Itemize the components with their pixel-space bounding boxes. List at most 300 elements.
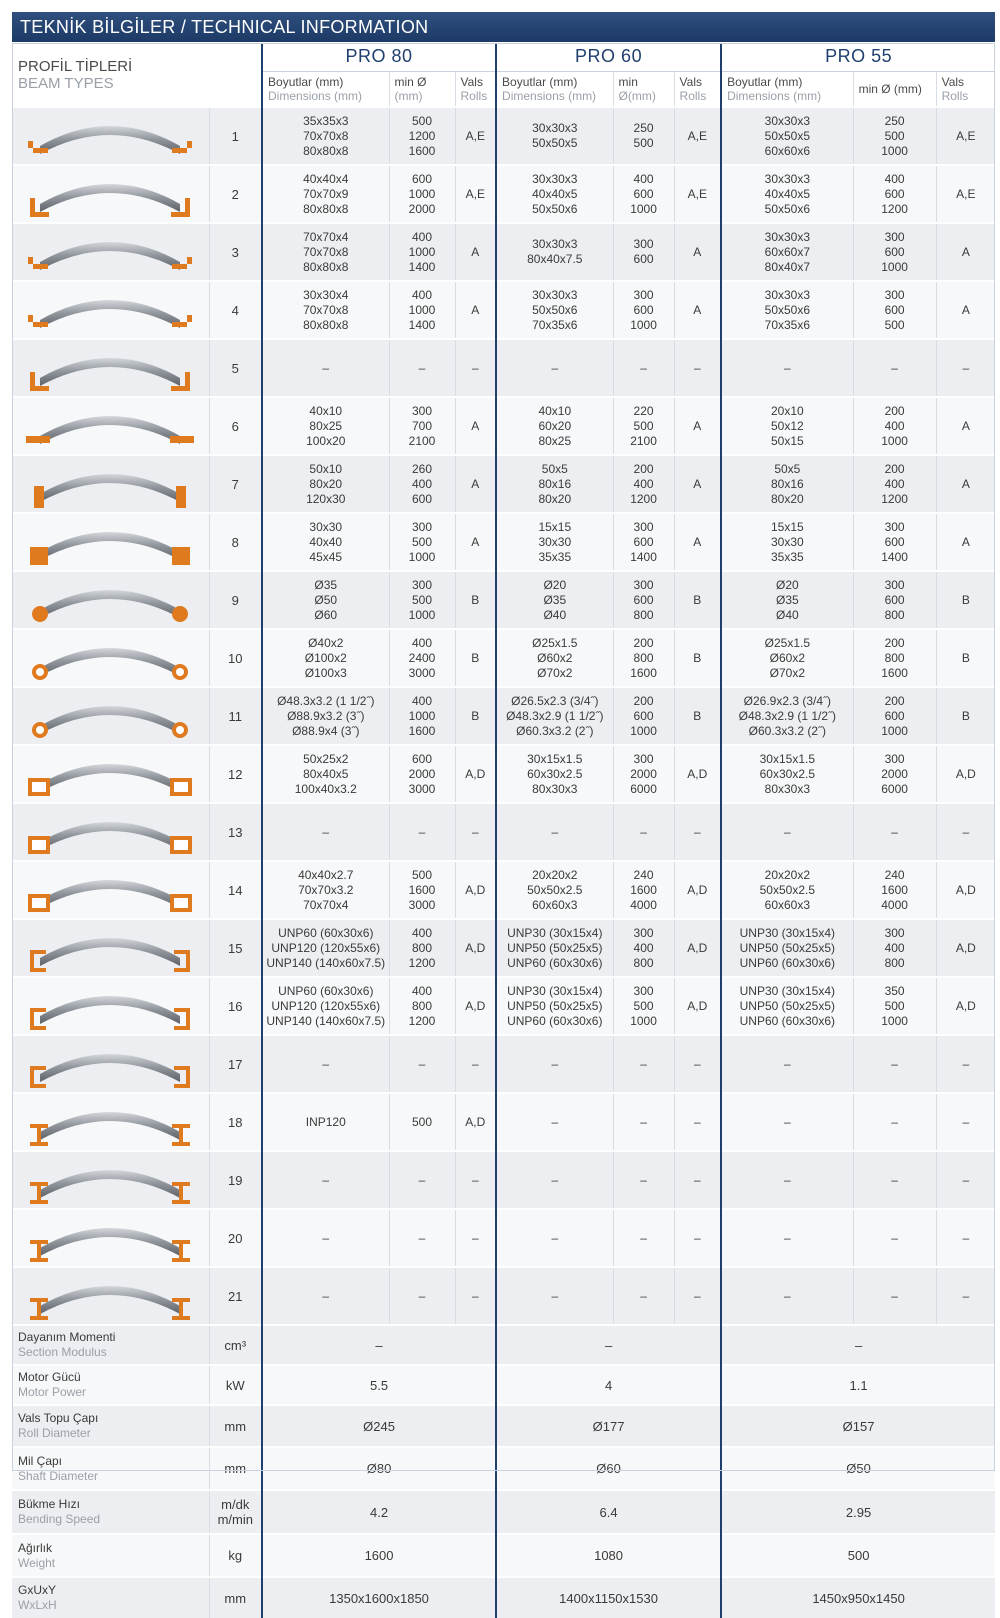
p60-rolls: – xyxy=(674,1151,721,1209)
dimension-value: Ø40x2 xyxy=(308,635,344,650)
profile-tube-icon xyxy=(12,629,209,687)
dimension-value: – xyxy=(551,1114,559,1129)
p60-min-diameter xyxy=(613,513,674,571)
dim-header-tr: Boyutlar (mm) xyxy=(502,74,578,89)
p60-rolls: A,E xyxy=(674,165,721,223)
dimension-value: 20x20x2 xyxy=(764,867,811,882)
dimension-value: 40x40x5 xyxy=(532,186,578,201)
p80-min-diameter xyxy=(389,919,455,977)
spec-label xyxy=(12,1577,209,1618)
p60-min-diameter xyxy=(613,977,674,1035)
spec-row xyxy=(12,1534,995,1577)
table-row xyxy=(12,397,995,455)
min-diameter-value: 1600 xyxy=(881,665,908,680)
spec-row xyxy=(12,1325,995,1365)
min-diameter-value: 6000 xyxy=(630,781,657,796)
min-diameter-value: – xyxy=(640,360,647,375)
p60-rolls: B xyxy=(674,687,721,745)
dimension-value: 40x10 xyxy=(538,403,572,418)
p80-dimensions xyxy=(262,455,389,513)
min-diameter-value: 1000 xyxy=(630,723,657,738)
dimension-value: UNP60 (60x30x6) xyxy=(278,983,374,998)
min-diameter-value: 600 xyxy=(884,592,905,607)
p60-min-diameter xyxy=(613,803,674,861)
min-diameter-value: 600 xyxy=(633,186,654,201)
p55-rolls: A xyxy=(936,223,995,281)
min-diameter-value: 1200 xyxy=(630,491,657,506)
table-row xyxy=(12,513,995,571)
min-diameter-value: 800 xyxy=(884,650,905,665)
rolls-header-tr: Vals xyxy=(460,74,483,89)
min-diameter-value: 200 xyxy=(884,693,905,708)
dimension-value: 30x30x3 xyxy=(764,229,811,244)
dimension-value: 30x30x3 xyxy=(532,121,578,135)
min-diameter-value: – xyxy=(418,1172,426,1187)
spec-label-en: WxLxH xyxy=(18,1598,57,1612)
dimension-value: 30x15x1.5 xyxy=(759,751,816,766)
p55-min-diameter xyxy=(853,1093,936,1151)
dimension-value: 50x50x6 xyxy=(764,201,811,216)
row-number: 11 xyxy=(209,687,262,745)
profile-drawing xyxy=(20,572,200,628)
p80-rolls: A,D xyxy=(455,745,496,803)
model-pro80: PRO 80 xyxy=(262,43,496,71)
profile-drawing xyxy=(20,1268,200,1324)
dimension-value: UNP60 (60x30x6) xyxy=(739,1013,836,1028)
min-diameter-value: 400 xyxy=(412,693,433,708)
p60-rolls: A xyxy=(674,513,721,571)
p60-rolls: A,D xyxy=(674,919,721,977)
p80-dimensions xyxy=(262,281,389,339)
dimension-value: UNP30 (30x15x4) xyxy=(507,983,603,998)
profile-flat-edge-icon xyxy=(12,455,209,513)
p80-rolls: A,D xyxy=(455,1093,496,1151)
p55-rolls: A,D xyxy=(936,861,995,919)
dimension-value: Ø48.3x3.2 (1 1/2˝) xyxy=(277,693,375,708)
p55-min-diameter xyxy=(853,107,936,165)
profile-channel-low-icon xyxy=(12,1035,209,1093)
p60-dimensions xyxy=(496,165,613,223)
p55-min-diameter xyxy=(853,803,936,861)
min-diameter-value: 1000 xyxy=(408,186,436,201)
profile-angle-up-icon xyxy=(12,281,209,339)
dimension-value: 30x30x3 xyxy=(764,113,811,128)
profile-drawing xyxy=(20,282,200,338)
table-row xyxy=(12,571,995,629)
min-header-en: Ø(mm) xyxy=(618,88,656,103)
table-row xyxy=(12,629,995,687)
dimension-value: 40x40x4 xyxy=(303,171,349,186)
p80-min-diameter xyxy=(389,107,455,165)
row-number: 7 xyxy=(209,455,262,513)
dimension-value: 60x60x3 xyxy=(764,897,811,912)
technical-table xyxy=(12,43,995,1618)
p55-min-diameter xyxy=(853,455,936,513)
p80-dimensions xyxy=(262,1151,389,1209)
p80-min-diameter xyxy=(389,977,455,1035)
p80-rolls: A xyxy=(455,281,496,339)
dimension-value: 35x35x3 xyxy=(303,113,349,128)
p55-rolls: A,D xyxy=(936,745,995,803)
dimension-value: – xyxy=(322,1172,330,1187)
unit-value: kg xyxy=(228,1548,243,1563)
dimension-value: UNP60 (60x30x6) xyxy=(278,925,374,940)
p80-rolls: A xyxy=(455,397,496,455)
profile-drawing xyxy=(20,746,200,802)
min-header-2 xyxy=(853,71,936,107)
dimension-value: INP120 xyxy=(305,1114,346,1129)
table-row xyxy=(12,107,995,165)
dimension-value: 70x70x3.2 xyxy=(298,882,354,897)
p55-rolls: A xyxy=(936,397,995,455)
min-diameter-value: 300 xyxy=(633,519,654,534)
dimension-value: 40x40 xyxy=(309,534,343,549)
min-diameter-value: 4000 xyxy=(630,897,657,912)
dimension-value: 30x30x4 xyxy=(303,287,349,302)
dimension-value: UNP50 (50x25x5) xyxy=(507,998,603,1013)
spec-value-pro55: – xyxy=(721,1325,995,1365)
min-diameter-value: 500 xyxy=(633,998,654,1013)
dimension-value: – xyxy=(322,824,330,839)
dimension-value: UNP60 (60x30x6) xyxy=(507,955,603,970)
spec-label xyxy=(12,1405,209,1447)
min-diameter-value: 300 xyxy=(412,577,433,592)
p80-min-diameter xyxy=(389,1035,455,1093)
min-diameter-value: – xyxy=(891,1172,898,1187)
spec-label-tr: Vals Topu Çapı xyxy=(18,1411,99,1425)
dimension-value: 70x70x8 xyxy=(303,244,349,259)
p80-min-diameter xyxy=(389,1151,455,1209)
p60-min-diameter xyxy=(613,107,674,165)
p60-rolls: – xyxy=(674,1267,721,1325)
p60-dimensions xyxy=(496,1093,613,1151)
dimension-value: 70x70x4 xyxy=(303,897,349,912)
table-row xyxy=(12,803,995,861)
spec-value-pro80: 1350x1600x1850 xyxy=(262,1577,496,1618)
p55-rolls: – xyxy=(936,339,995,397)
spec-row xyxy=(12,1405,995,1447)
spec-label-tr: GxUxY xyxy=(18,1583,57,1597)
dimension-value: 30x30x3 xyxy=(532,171,578,186)
dimension-value: – xyxy=(783,824,791,839)
table-row xyxy=(12,919,995,977)
dimension-value: 80x80x8 xyxy=(303,259,349,274)
p60-rolls: B xyxy=(674,629,721,687)
profile-drawing xyxy=(20,920,200,976)
profile-flat-icon xyxy=(12,397,209,455)
profile-angle-icon xyxy=(12,223,209,281)
p80-dimensions xyxy=(262,861,389,919)
p55-min-diameter xyxy=(853,165,936,223)
spec-label xyxy=(12,1490,209,1534)
min-diameter-value: 1600 xyxy=(881,882,908,897)
min-diameter-value: 300 xyxy=(884,287,905,302)
min-diameter-value: 800 xyxy=(633,607,654,622)
dimension-value: Ø60x2 xyxy=(769,650,805,665)
p80-dimensions xyxy=(262,919,389,977)
p55-min-diameter xyxy=(853,1209,936,1267)
table-row xyxy=(12,1267,995,1325)
dimension-value: 30x30 xyxy=(770,534,804,549)
p80-rolls: A,D xyxy=(455,861,496,919)
dimension-value: Ø50 xyxy=(314,592,338,607)
dimension-value: 50x50x6 xyxy=(764,302,811,317)
min-diameter-value: 2000 xyxy=(408,201,436,216)
min-diameter-value: 600 xyxy=(884,186,905,201)
row-number: 4 xyxy=(209,281,262,339)
p80-dimensions xyxy=(262,1267,389,1325)
dimension-value: 80x20 xyxy=(538,491,572,506)
profile-drawing xyxy=(20,688,200,744)
p60-rolls: A xyxy=(674,455,721,513)
table-row xyxy=(12,281,995,339)
p60-dimensions xyxy=(496,107,613,165)
min-diameter-value: 300 xyxy=(633,925,654,940)
p60-rolls: A,D xyxy=(674,977,721,1035)
min-diameter-value: 400 xyxy=(412,287,433,302)
p80-min-diameter xyxy=(389,397,455,455)
min-diameter-value: 1600 xyxy=(408,723,436,738)
min-header-1 xyxy=(613,71,674,107)
p55-min-diameter xyxy=(853,339,936,397)
min-diameter-value: 400 xyxy=(412,925,433,940)
min-diameter-value: – xyxy=(891,1056,898,1071)
profile-drawing xyxy=(20,398,200,454)
p60-min-diameter xyxy=(613,339,674,397)
p55-rolls: A xyxy=(936,513,995,571)
dimension-value: – xyxy=(551,824,559,839)
dimension-value: Ø100x3 xyxy=(304,665,347,680)
p60-min-diameter xyxy=(613,629,674,687)
p80-rolls: – xyxy=(455,803,496,861)
profile-drawing xyxy=(20,224,200,280)
dimension-value: 50x50x2.5 xyxy=(759,882,816,897)
min-header-en: (mm) xyxy=(394,88,423,103)
dimension-value: – xyxy=(322,360,330,375)
min-diameter-value: 1200 xyxy=(881,491,908,506)
p80-dimensions xyxy=(262,165,389,223)
row-number: 20 xyxy=(209,1209,262,1267)
p80-min-diameter xyxy=(389,1267,455,1325)
p55-rolls: B xyxy=(936,571,995,629)
dimension-value: 30x15x1.5 xyxy=(527,751,583,766)
p60-rolls: A xyxy=(674,223,721,281)
dimension-value: 50x5 xyxy=(541,461,568,476)
spec-label-tr: Ağırlık xyxy=(18,1540,53,1555)
min-diameter-value: 1000 xyxy=(408,302,436,317)
profile-angle-in-icon xyxy=(12,165,209,223)
dimension-value: 60x30x2.5 xyxy=(759,766,816,781)
p80-rolls: A xyxy=(455,455,496,513)
min-diameter-value: 600 xyxy=(884,244,905,259)
table-row xyxy=(12,1035,995,1093)
dimension-value: Ø60.3x3.2 (2˝) xyxy=(748,723,827,738)
p60-min-diameter xyxy=(613,455,674,513)
dimension-value: 30x30x3 xyxy=(532,287,578,302)
p80-dimensions xyxy=(262,977,389,1035)
min-diameter-value: 800 xyxy=(884,955,905,970)
spec-value-pro60: 4 xyxy=(496,1365,721,1405)
p60-rolls: – xyxy=(674,803,721,861)
spec-row xyxy=(12,1577,995,1618)
profile-channel-icon xyxy=(12,919,209,977)
min-diameter-value: 4000 xyxy=(881,897,908,912)
profile-drawing xyxy=(20,456,200,512)
dimension-value: – xyxy=(322,1288,330,1303)
spec-row xyxy=(12,1490,995,1534)
p55-rolls: A xyxy=(936,455,995,513)
min-diameter-value: 300 xyxy=(884,751,905,766)
profile-square-tube-icon xyxy=(12,861,209,919)
dimension-value: Ø60 xyxy=(314,607,338,622)
profile-drawing xyxy=(20,978,200,1034)
min-diameter-value: 1000 xyxy=(408,549,436,564)
p80-rolls: B xyxy=(455,629,496,687)
min-header-tr: min xyxy=(618,74,638,89)
min-diameter-value: 500 xyxy=(412,534,433,549)
p55-min-diameter xyxy=(853,745,936,803)
min-diameter-value: 1600 xyxy=(408,882,436,897)
table-row xyxy=(12,1093,995,1151)
dimension-value: UNP140 (140x60x7.5) xyxy=(266,1013,386,1028)
p80-rolls: B xyxy=(455,687,496,745)
unit-value: m/min xyxy=(217,1512,253,1527)
p55-min-diameter xyxy=(853,1267,936,1325)
p60-min-diameter xyxy=(613,1209,674,1267)
p60-dimensions xyxy=(496,919,613,977)
p80-rolls: A,E xyxy=(455,107,496,165)
spec-value-pro60: – xyxy=(496,1325,721,1365)
min-diameter-value: 600 xyxy=(884,708,905,723)
dimension-value: 50x50x5 xyxy=(532,136,578,150)
min-diameter-value: 200 xyxy=(884,635,905,650)
spec-unit xyxy=(209,1577,262,1618)
p55-rolls: – xyxy=(936,1151,995,1209)
dimension-value: 80x16 xyxy=(538,476,572,491)
p55-dimensions xyxy=(721,687,853,745)
min-diameter-value: – xyxy=(640,1172,647,1187)
dimension-value: – xyxy=(551,1172,559,1187)
spec-value-pro80: 5.5 xyxy=(262,1365,496,1405)
p60-min-diameter xyxy=(613,687,674,745)
spec-label xyxy=(12,1325,209,1365)
p80-min-diameter xyxy=(389,861,455,919)
dimension-value: 30x30 xyxy=(309,519,343,534)
p55-rolls: A xyxy=(936,281,995,339)
rolls-header-en: Rolls xyxy=(460,88,488,103)
dimension-value: 70x35x6 xyxy=(532,317,578,332)
p55-min-diameter xyxy=(853,223,936,281)
dimension-value: 60x60x7 xyxy=(764,244,811,259)
row-number: 16 xyxy=(209,977,262,1035)
spec-label-en: Roll Diameter xyxy=(18,1426,91,1440)
row-number: 14 xyxy=(209,861,262,919)
rolls-header-2 xyxy=(936,71,995,107)
dimension-value: 80x30x3 xyxy=(532,781,578,796)
spec-label xyxy=(12,1365,209,1405)
min-header-0 xyxy=(389,71,455,107)
dimension-value: UNP50 (50x25x5) xyxy=(739,940,836,955)
p80-min-diameter xyxy=(389,165,455,223)
p60-min-diameter xyxy=(613,1151,674,1209)
spec-label-en: Weight xyxy=(18,1555,56,1570)
dimension-value: – xyxy=(783,360,791,375)
p55-rolls: A,E xyxy=(936,165,995,223)
row-number: 13 xyxy=(209,803,262,861)
table-row xyxy=(12,687,995,745)
min-diameter-value: 3000 xyxy=(408,665,436,680)
min-diameter-value: 400 xyxy=(633,476,654,491)
min-diameter-value: 500 xyxy=(884,128,905,143)
spec-label xyxy=(12,1534,209,1577)
min-diameter-value: 2000 xyxy=(630,766,657,781)
p80-dimensions xyxy=(262,107,389,165)
min-diameter-value: 600 xyxy=(884,302,905,317)
dim-header-en: Dimensions (mm) xyxy=(727,88,822,103)
dimension-value: UNP50 (50x25x5) xyxy=(507,940,603,955)
row-number: 6 xyxy=(209,397,262,455)
min-diameter-value: 1600 xyxy=(630,882,657,897)
min-diameter-value: 260 xyxy=(412,461,433,476)
p55-min-diameter xyxy=(853,861,936,919)
p80-rolls: A xyxy=(455,223,496,281)
dimension-value: Ø70x2 xyxy=(769,665,805,680)
beam-types-header xyxy=(12,43,262,107)
min-diameter-value: 800 xyxy=(412,940,433,955)
p55-dimensions xyxy=(721,339,853,397)
p60-rolls: B xyxy=(674,571,721,629)
min-diameter-value: 400 xyxy=(633,940,654,955)
min-diameter-value: 600 xyxy=(412,491,433,506)
profile-angle-leg-icon xyxy=(12,339,209,397)
row-number: 8 xyxy=(209,513,262,571)
p55-dimensions xyxy=(721,513,853,571)
min-diameter-value: 500 xyxy=(412,867,433,882)
dimension-value: 35x35 xyxy=(770,549,804,564)
dimension-value: Ø25x1.5 xyxy=(532,635,578,650)
min-header-tr: min Ø xyxy=(394,74,427,89)
profile-drawing xyxy=(20,340,200,396)
profile-drawing xyxy=(20,630,200,686)
dim-header-0 xyxy=(262,71,389,107)
p55-dimensions xyxy=(721,1093,853,1151)
p60-min-diameter xyxy=(613,281,674,339)
row-number: 2 xyxy=(209,165,262,223)
p55-rolls: – xyxy=(936,1035,995,1093)
min-header-tr: min Ø (mm) xyxy=(858,81,922,96)
min-diameter-value: – xyxy=(418,1230,426,1245)
min-diameter-value: – xyxy=(418,824,426,839)
min-diameter-value: 200 xyxy=(884,461,905,476)
min-diameter-value: 2400 xyxy=(408,650,436,665)
p55-dimensions xyxy=(721,223,853,281)
min-diameter-value: 300 xyxy=(412,403,433,418)
min-diameter-value: 200 xyxy=(633,635,654,650)
p55-min-diameter xyxy=(853,687,936,745)
table-row xyxy=(12,1151,995,1209)
dim-header-1 xyxy=(496,71,613,107)
p55-min-diameter xyxy=(853,571,936,629)
rolls-header-tr: Vals xyxy=(679,74,702,89)
min-diameter-value: – xyxy=(640,1230,647,1245)
min-diameter-value: 400 xyxy=(884,940,905,955)
p80-min-diameter xyxy=(389,339,455,397)
min-diameter-value: – xyxy=(640,1114,647,1129)
p80-rolls: – xyxy=(455,1267,496,1325)
min-diameter-value: 800 xyxy=(412,998,433,1013)
min-diameter-value: 1000 xyxy=(630,201,657,216)
min-diameter-value: 1000 xyxy=(881,1013,908,1028)
